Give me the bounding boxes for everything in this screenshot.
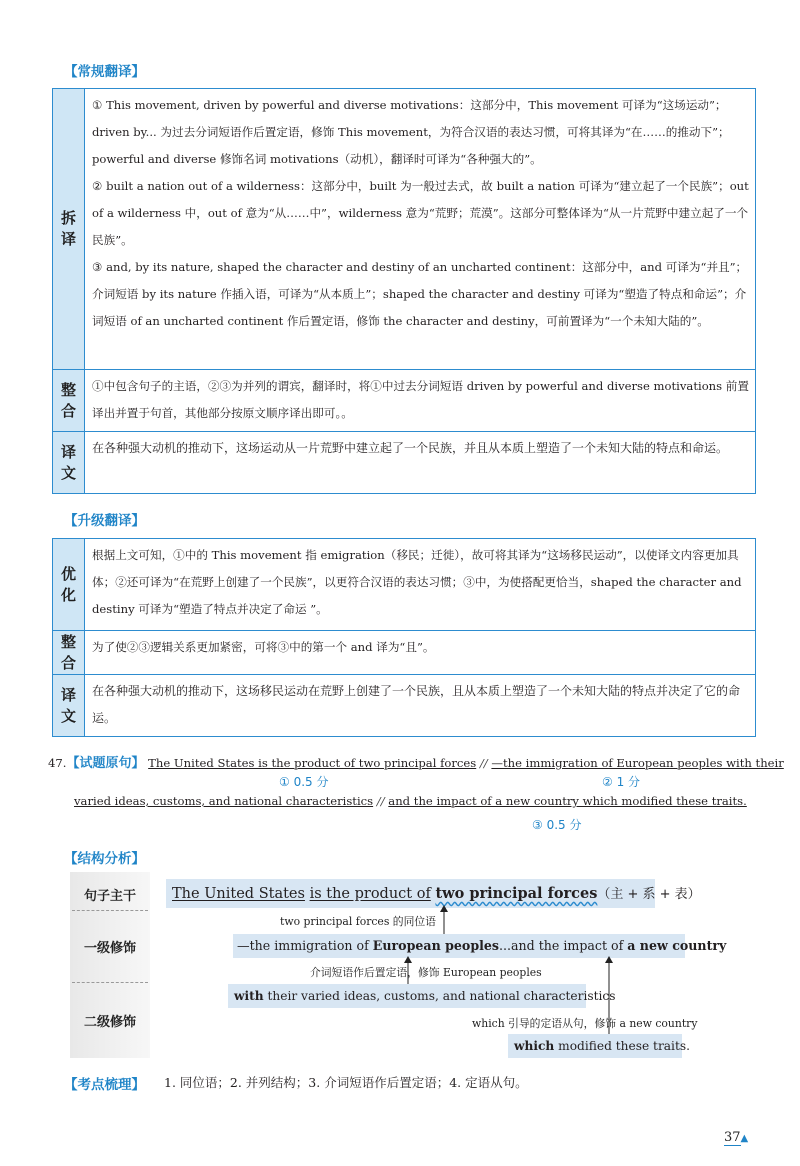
european-peoples: European peoples [372,938,500,953]
separator: // [376,794,385,808]
upgrade-merge-label: 整 合 [53,631,85,675]
prep-phrase-note: 介词短语作后置定语，修饰 European peoples [310,966,542,979]
row-main-label: 句子主干 [83,889,136,904]
question-part-3: varied ideas, customs, and national characteristics [74,794,374,808]
upgrade-merge-content: 为了使②③逻辑关系更加紧密，可将③中的第一个 and 译为“且”。 [85,631,756,675]
appositive-note: two principal forces 的同位语 [280,915,436,928]
split-line-2: ② built a nation out of a wilderness：这部分中，built 为一般过去式，故 built a nation 可译为“建立起了一个民族”；out of a wilderness 中，out of 意为“从……中”，wilderness 意为“荒野；荒漠”。这部分可整体译为“从一片荒野中建立起了一个民族”。 [92,179,749,247]
routine-translation-table [52,88,756,494]
pattern-note: （主 + 系 + 表） [597,887,701,902]
routine-section-title: 【常规翻译】 [64,64,145,80]
level2-with-phrase: with their varied ideas, customs, and national characteristics [228,984,586,1008]
optimize-content: 根据上文可知，①中的 This movement 指 emigration（移民；迁徙），故可将其译为“这场移民运动”，以使译文内容更加具体；②还可译为“在荒野上创建了一个民族”，以更符合汉语的表达习惯；③中，为使搭配更恰当，shaped the character and destiny 可译为“塑造了特点并决定了命运 ”。 [85,539,756,631]
question-part-1: The United States is the product of two principal forces [148,756,477,770]
split-label: 拆 译 [53,89,85,370]
graduation-cap-icon: ▲ [740,1133,749,1144]
score-3: ③ 0.5 分 [532,818,582,832]
linking-verb: is the product of [309,886,431,902]
points-section-title: 【考点梳理】 [64,1077,145,1093]
upgrade-section-title: 【升级翻译】 [64,513,145,529]
question-part-2: —the immigration of European peoples with their [491,756,784,770]
question-line-2 [74,794,747,808]
main-clause [166,879,701,908]
structure-section-title: 【结构分析】 [64,851,145,867]
row-level1-label: 一级修饰 [83,941,136,956]
score-1: ① 0.5 分 [279,775,329,789]
merge-content: ①中包含句子的主语，②③为并列的谓宾，翻译时，将①中过去分词短语 driven by powerful and diverse motivations 前置译出并置于句首，其他部分按原文顺序译出即可。。 [85,370,756,432]
level2-which-clause: which modified these traits. [508,1034,682,1058]
row-level2-label: 二级修饰 [83,1015,136,1030]
separator: // [479,756,488,770]
optimize-label: 优 化 [53,539,85,631]
score-2: ② 1 分 [602,775,641,789]
row-divider [72,910,148,911]
merge-label: 整 合 [53,370,85,432]
page-number: 37▲ [724,1130,749,1145]
question-tag: 【试题原句】 [66,756,145,771]
predicative: two principal forces [435,885,598,902]
split-content [85,89,756,370]
a-new-country: a new country [627,938,727,953]
translation-label: 译 文 [53,432,85,494]
relative-clause-note: which 引导的定语从句，修饰 a new country [472,1017,698,1030]
question-part-4: and the impact of a new country which modified these traits. [388,794,747,808]
level1-modifier: —the immigration of European peoples...and the impact of a new country [233,934,685,958]
translation-content: 在各种强大动机的推动下，这场运动从一片荒野中建立起了一个民族，并且从本质上塑造了一个未知大陆的特点和命运。 [85,432,756,494]
split-line-1: ① This movement, driven by powerful and diverse motivations：这部分中，This movement 可译为“这场运动”；driven by... 为过去分词短语作后置定语，修饰 This movement，为符合汉语的表达习惯，可将其译为“在……的推动下”；powerful and diverse 修饰名词 motivations（动机），翻译时可译为“各种强大的”。 [92,98,730,166]
points-content: 1. 同位语；2. 并列结构；3. 介词短语作后置定语；4. 定语从句。 [164,1075,528,1090]
upgrade-translation-content: 在各种强大动机的推动下，这场移民运动在荒野上创建了一个民族，且从本质上塑造了一个未知大陆的特点并决定了它的命运。 [85,675,756,737]
upgrade-translation-table [52,538,756,737]
row-divider [72,982,148,983]
subject: The United States [172,886,305,902]
question-number: 47. [48,756,67,770]
split-line-3: ③ and, by its nature, shaped the character and destiny of an uncharted continent：这部分中，and 可译为“并且”；介词短语 by its nature 作插入语，可译为“从本质上”；shaped the character and destiny 可译为“塑造了特点和命运”；介词短语 of an uncharted continent 作后置定语，修饰 the character and destiny，可前置译为“一个未知大陆的”。 [92,260,748,328]
upgrade-translation-label: 译 文 [53,675,85,737]
question-line-1 [48,752,784,771]
